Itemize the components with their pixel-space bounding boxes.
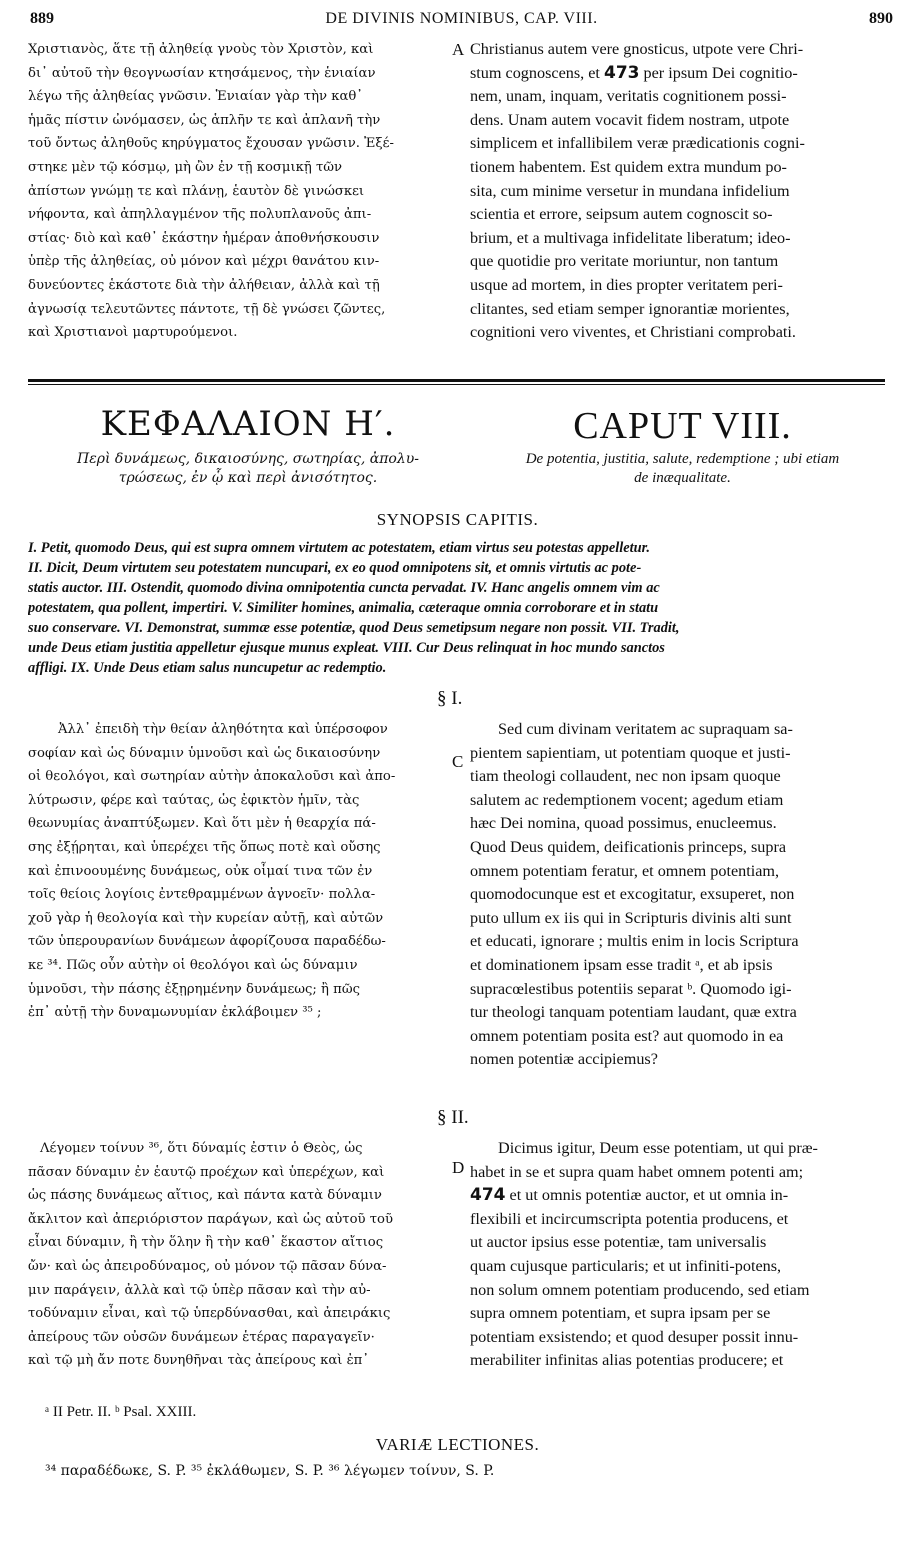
latin-line: que quotidie pro veritate moriuntur, non tantum <box>470 252 779 271</box>
page-number-marker: 473 <box>603 62 640 83</box>
greek-line: τοῦ ὄντως ἀληθοῦς κηρύγματος ἔχουσαν γνῶσιν. Ἐξέ- <box>28 136 394 152</box>
synopsis-line: potestatem, qua pollent, impertiri. V. Similiter homines, animalia, cæteraque omnia corroborare et in statu <box>28 600 659 616</box>
footnotes: ᵃ II Petr. II. ᵇ Psal. XXIII. <box>45 1404 197 1420</box>
section1-latin-column <box>470 718 895 1072</box>
greek-line: ἀπείρους τῶν οὐσῶν δυνάμεων ἑτέρας παραγαγεῖν· <box>28 1329 375 1345</box>
synopsis-title: SYNOPSIS CAPITIS. <box>376 510 539 529</box>
greek-line: στηκε μὲν τῷ κόσμῳ, μὴ ὢν ἐν τῇ κοσμικῇ τῶν <box>28 159 343 175</box>
greek-line: ὑπὲρ τῆς ἀληθείας, οὐ μόνον καὶ μέχρι θανάτου κιν- <box>28 254 380 270</box>
latin-line: ut auctor ipsius esse potentiæ, tam universalis <box>470 1233 767 1252</box>
greek-line: οἱ θεολόγοι, καὶ σωτηρίαν αὐτὴν ἀποκαλοῦσι καὶ ἀπο- <box>28 769 396 785</box>
divider-thick <box>28 379 885 382</box>
top-greek-column <box>28 38 448 345</box>
synopsis-line: affligi. IX. Unde Deus etiam salus nuncupetur ac redemptio. <box>28 660 387 676</box>
latin-line: supra omnem potentiam, et supra ipsam per se <box>470 1304 771 1323</box>
greek-line: σοφίαν καὶ ὡς δύναμιν ὑμνοῦσι καὶ ὡς δικαιοσύνην <box>28 745 381 761</box>
greek-line: ἄκλιτον καὶ ἀπεριόριστον παράγων, καὶ ὡς αὐτοῦ τοῦ <box>28 1211 393 1227</box>
greek-line: σης ἐξῄρηται, καὶ ὑπερέχει τῆς ὅπως ποτὲ καὶ οὔσης <box>28 839 381 855</box>
greek-line: καὶ ἐπινοουμένης δυνάμεως, οὐκ οἶμαί τινα τῶν ἐν <box>28 863 373 879</box>
greek-line: κε ³⁴. Πῶς οὖν αὐτὴν οἱ θεολόγοι καὶ ὡς δύναμιν <box>28 957 358 973</box>
latin-line: tur theologi tanquam potentiam laudant, quæ extra <box>470 1003 797 1022</box>
section2-greek-column <box>28 1137 450 1373</box>
latin-line: Quod Deus quidem, deificationis princeps, supra <box>470 837 787 856</box>
greek-line: ὑμνοῦσι, τὴν πάσης ἐξῃρημένην δυνάμεως; ἢ πῶς <box>28 981 360 997</box>
greek-line: ὡς πάσης δυνάμεως αἴτιος, καὶ πάντα κατὰ δύναμιν <box>28 1188 382 1204</box>
latin-line-part: stum cognoscens, et <box>470 63 600 82</box>
greek-line: δυνεύοντες ἑκάστοτε διὰ τὴν ἀλήθειαν, ἀλλὰ καὶ τῇ <box>28 277 380 293</box>
latin-line: Christianus autem vere gnosticus, utpote vere Chri- <box>470 40 804 58</box>
latin-line: quomodocunque est et excogitatur, exsuperet, non <box>470 885 795 904</box>
greek-line: πᾶσαν δύναμιν ἐν ἑαυτῷ προέχων καὶ ὑπερέχων, καὶ <box>28 1164 385 1180</box>
greek-line: νήφοντα, καὶ ἀπηλλαγμένον τῆς πολυπλανοῦς ἀπι- <box>28 207 372 223</box>
divider-thin <box>28 384 885 385</box>
latin-line: supracœlestibus potentiis separat ᵇ. Quomodo igi- <box>470 979 792 998</box>
subtitle-line: τρώσεως, ἐν ᾧ καὶ περὶ ἀνισότητος. <box>118 470 378 486</box>
variae-lectiones-text: ³⁴ παραδέδωκε, S. P. ³⁵ ἐκλάθωμεν, S. P. ³⁶ λέγωμεν τοίνυν, S. P. <box>45 1463 495 1479</box>
chapter-title-latin: CAPUT VIII. <box>573 405 792 447</box>
subtitle-line: De potentia, justitia, salute, redemptione ; ubi etiam <box>525 451 840 467</box>
latin-line: et dominationem ipsam esse tradit ᵃ, et ab ipsis <box>470 955 773 974</box>
latin-line: nomen potentiæ accipiemus? <box>470 1050 658 1069</box>
latin-line: dens. Unam autem vocavit fidem nostram, utpote <box>470 110 790 129</box>
latin-line: flexibili et incircumscripta potentia producens, et <box>470 1209 789 1228</box>
latin-line: tiam theologi collaudent, nec non ipsam quoque <box>470 767 781 786</box>
subtitle-line: Περὶ δυνάμεως, δικαιοσύνης, σωτηρίας, ἀπολυ- <box>77 451 419 467</box>
chapter-title-greek: ΚΕΦΑΛΑΙΟΝ Η′. <box>100 404 396 444</box>
greek-line: μιν παράγειν, ἀλλὰ καὶ τῷ ὑπὲρ πᾶσαν καὶ τὴν αὐ- <box>28 1282 371 1298</box>
latin-line: pientem sapientiam, ut potentiam quoque et justi- <box>470 743 791 762</box>
running-title: DE DIVINIS NOMINIBUS, CAP. VIII. <box>325 10 598 27</box>
margin-letter-c: C <box>452 752 464 771</box>
synopsis-line: statis auctor. III. Ostendit, quomodo divina omnipotentia cuncta pervadat. IV. Hanc angelis omnem vim ac <box>28 580 660 596</box>
greek-line: εἶναι δύναμιν, ἢ τὴν ὅλην ἢ τὴν καθ᾽ ἕκαστον αἴτιος <box>28 1235 384 1251</box>
section1-greek-column <box>28 718 450 1025</box>
greek-line: καὶ Χριστιανοὶ μαρτυρούμενοι. <box>28 325 238 341</box>
latin-line: scientia et errore, seipsum autem cognoscit so- <box>470 205 773 224</box>
latin-line: merabiliter infinitas alias potentias producere; et <box>470 1351 784 1370</box>
greek-line: Ἀλλ᾽ ἐπειδὴ τὴν θείαν ἀληθότητα καὶ ὑπέρσοφον <box>58 722 388 737</box>
greek-line: δι᾽ αὐτοῦ τὴν θεογνωσίαν κτησάμενος, τὴν ἑνιαίαν <box>28 65 376 81</box>
greek-line: θεωνυμίας ἀναπτύξωμεν. Καὶ ὅτι μὲν ἡ θεαρχία πά- <box>28 816 376 832</box>
page-number-marker: 474 <box>470 1185 506 1206</box>
margin-letter-d: D <box>452 1158 465 1177</box>
latin-line: omnem potentiam posita est? aut quomodo in ea <box>470 1026 784 1045</box>
page-number-left: 889 <box>30 10 54 27</box>
latin-line: potentiam exsistendo; et quod desuper possit innu- <box>470 1327 799 1346</box>
greek-line: τοῖς θείοις λογίοις ἐντεθραμμένων ἀγνοεῖν· πολλα- <box>28 887 376 903</box>
greek-line: καὶ τῷ μὴ ἄν ποτε δυνηθῆναι τὰς ἀπείρους καὶ ἐπ᾽ <box>28 1353 369 1369</box>
latin-line: usque ad mortem, in dies propter veritatem peri- <box>470 275 783 294</box>
latin-line: non solum omnem potentiam producendo, sed etiam <box>470 1280 810 1299</box>
latin-line-part: et ut omnis potentiæ auctor, et ut omnia in- <box>509 1186 789 1205</box>
latin-line: tionem habentem. Est quidem extra mundum po- <box>470 157 787 176</box>
greek-line: χοῦ γὰρ ἡ θεολογία καὶ τὴν κυρείαν αὐτῇ, καὶ αὐτῶν <box>28 910 384 926</box>
subtitle-line: de inæqualitate. <box>634 470 731 486</box>
latin-line: sita, cum minime versetur in mundana infidelium <box>470 181 790 200</box>
section2-latin-column <box>470 1137 895 1373</box>
synopsis-line: unde Deus etiam justitia appelletur ejusque munus expleat. VIII. Cur Deus relinquat in hoc mundo sanctos <box>28 640 665 656</box>
latin-line: omnem potentiam feratur, et omnem potentiam, <box>470 861 780 880</box>
latin-line: brium, et a multivaga infidelitate liberatum; ideo- <box>470 228 791 247</box>
greek-line: ἐπ᾽ αὐτῇ τὴν δυναμωνυμίαν ἐκλάβοιμεν ³⁵ ; <box>28 1005 322 1021</box>
greek-line: λέγω τῆς ἀληθείας γνῶσιν. Ἑνιαίαν γὰρ τὴν καθ᾽ <box>28 89 363 105</box>
chapter-subtitle-greek <box>28 450 468 488</box>
greek-line: Χριστιανὸς, ἅτε τῇ ἀληθείᾳ γνοὺς τὸν Χριστὸν, καὶ <box>28 42 374 57</box>
latin-line: simplicem et infallibilem veræ prædicationis cogni- <box>470 134 805 153</box>
section-mark-2: § II. <box>437 1107 469 1128</box>
greek-line: τοδύναμιν εἶναι, καὶ τῷ ὑπερδύνασθαι, καὶ ἀπειράκις <box>28 1306 391 1322</box>
latin-line <box>470 62 895 86</box>
greek-line: ἀγνωσίᾳ τελευτῶντες πάντοτε, τῇ δὲ γνώσει ζῶντες, <box>28 301 386 317</box>
latin-line: Sed cum divinam veritatem ac supraquam sa- <box>498 720 793 738</box>
synopsis-line: II. Dicit, Deum virtutem seu potestatem nuncupari, ex eo quod omnipotens sit, et omnis virtutis ac pote- <box>28 560 642 576</box>
latin-line-part: per ipsum Dei cognitio- <box>643 63 798 82</box>
latin-line: Dicimus igitur, Deum esse potentiam, ut qui præ- <box>498 1139 818 1157</box>
latin-line: clitantes, sed etiam semper ignorantiæ morientes, <box>470 299 790 318</box>
variae-lectiones-title: VARIÆ LECTIONES. <box>375 1435 540 1454</box>
running-header <box>30 10 893 34</box>
greek-line: ἡμᾶς πίστιν ὠνόμασεν, ὡς ἁπλῆν τε καὶ ἀπλανῆ τὴν <box>28 112 381 128</box>
latin-line: hæc Dei nomina, quoad possimus, enucleemus. <box>470 814 777 833</box>
chapter-subtitle-latin <box>470 450 895 488</box>
greek-line: ὤν· καὶ ὡς ἀπειροδύναμος, οὐ μόνον τῷ πᾶσαν δύνα- <box>28 1258 387 1274</box>
greek-line: στίας· διὸ καὶ καθ᾽ ἑκάστην ἡμέραν ἀποθνήσκουσιν <box>28 230 380 246</box>
margin-letter-a: A <box>452 40 465 59</box>
section-mark-1: § I. <box>437 688 463 709</box>
latin-line: habet in se et supra quam habet omnem potenti am; <box>470 1162 804 1181</box>
synopsis-line: suo conservare. VI. Demonstrat, summæ esse potentiæ, quod Deus semetipsum negare non possit. VII. Tradit, <box>28 620 680 636</box>
greek-line: λύτρωσιν, φέρε καὶ ταύτας, ὡς ἐφικτὸν ἡμῖν, τὰς <box>28 792 360 808</box>
top-latin-column <box>470 38 895 345</box>
latin-line: nem, unam, inquam, veritatis cognitionem possi- <box>470 87 787 106</box>
latin-line: puto ullum ex iis qui in Scripturis divinis alti sunt <box>470 908 792 927</box>
greek-line: τῶν ὑπερουρανίων δυνάμεων ἀφορίζουσα παραδέδω- <box>28 934 386 950</box>
latin-line: quam cujusque particularis; et ut infiniti-potens, <box>470 1256 782 1275</box>
synopsis-body <box>28 538 893 678</box>
latin-line: cognitioni vero viventes, et Christiani comprobati. <box>470 323 796 342</box>
latin-line: salutem ac redemptionem vocent; agedum etiam <box>470 790 784 809</box>
page-number-right: 890 <box>869 10 893 27</box>
synopsis-line: I. Petit, quomodo Deus, qui est supra omnem virtutem ac potestatem, etiam virtus seu potestas appelletur. <box>28 540 651 556</box>
latin-line <box>470 1184 895 1208</box>
greek-line: ἀπίστων γνώμῃ τε καὶ πλάνῃ, ἑαυτὸν δὲ γινώσκει <box>28 183 365 199</box>
latin-line: et educati, ignorare ; multis enim in locis Scriptura <box>470 932 799 951</box>
greek-line: Λέγομεν τοίνυν ³⁶, ὅτι δύναμίς ἐστιν ὁ Θεὸς, ὡς <box>40 1141 363 1156</box>
